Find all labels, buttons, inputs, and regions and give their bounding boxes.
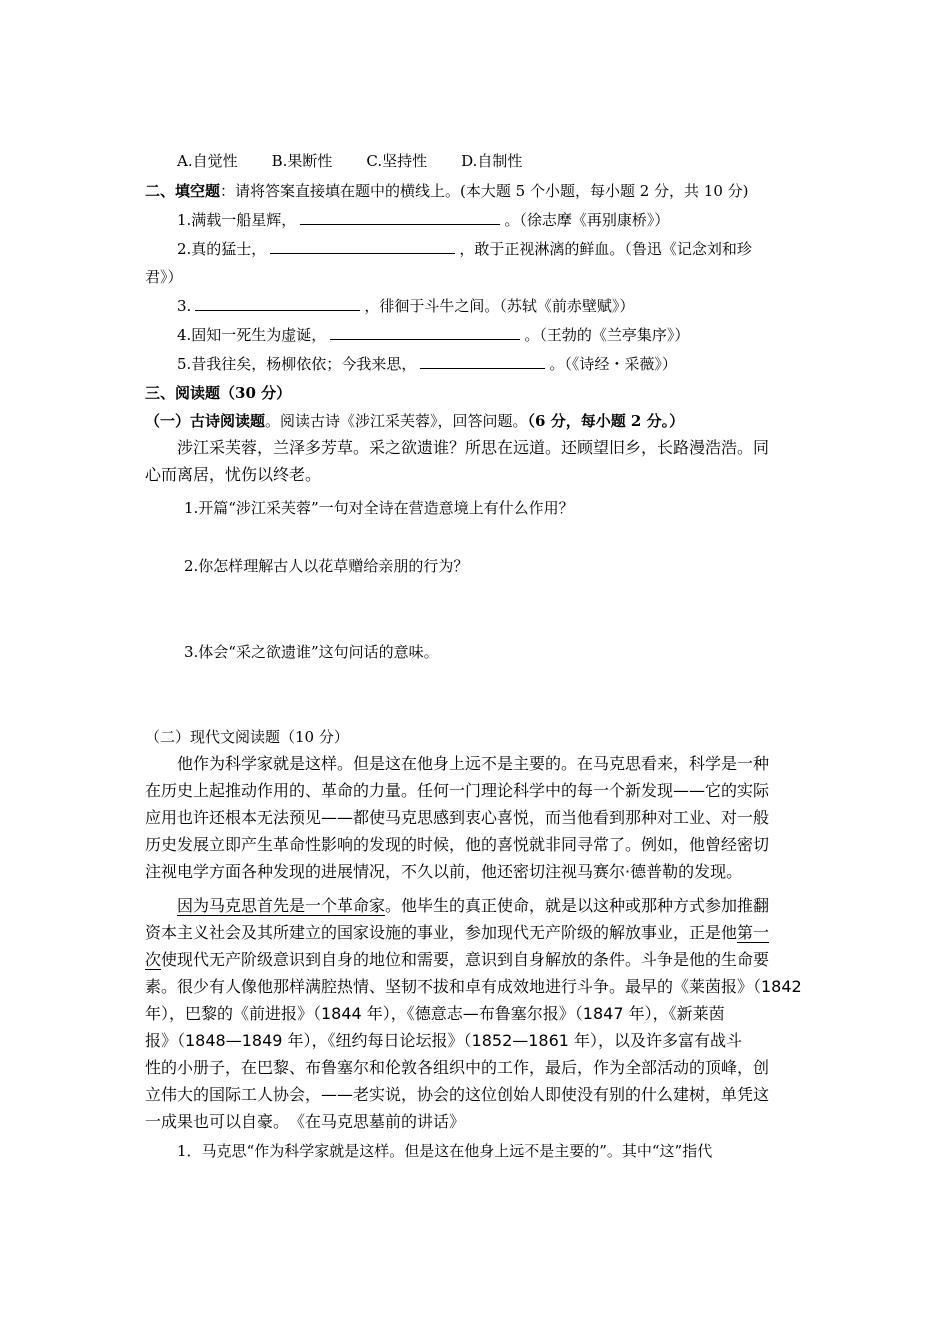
fill-q2 <box>177 239 752 259</box>
passage-p2-line <box>145 922 769 944</box>
section2-heading-line <box>145 181 749 201</box>
poem-line-1: 涉江采芙蓉，兰泽多芳草。采之欲遗谁？所思在远道。还顾望旧乡，长路漫浩浩。同 <box>177 438 770 457</box>
fill-q2-blank[interactable] <box>270 239 455 254</box>
fill-q2-suffix: ，敢于正视淋漓的鲜血。（鲁迅《记念刘和珍 <box>459 240 752 258</box>
option-b: B.果断性 <box>271 152 333 170</box>
poem-question-1: 1.开篇“涉江采芙蓉”一句对全诗在营造意境上有什么作用？ <box>184 499 574 517</box>
passage-p2-line: 一成果也可以自豪。 《在马克思墓前的讲话》 <box>145 1112 466 1131</box>
part1-heading-bold: （一）古诗阅读题 <box>145 412 266 430</box>
passage-text: 。他毕生的真正使命，就是以这种或那种方式参加推翻 <box>385 896 770 915</box>
fill-q4 <box>177 325 689 345</box>
passage-p2-line <box>177 895 769 917</box>
fill-q1-suffix: 。（徐志摩《再别康桥》） <box>504 211 670 229</box>
fill-q3-blank[interactable] <box>195 296 360 311</box>
underlined-phrase: 第一 <box>737 923 770 942</box>
fill-q3-suffix: ，徘徊于斗牛之间。（苏轼《前赤壁赋》） <box>364 297 635 315</box>
passage-text: 使现代无产阶级意识到自身的地位和需要，意识到自身解放的条件。斗争是他的生命要 <box>161 950 770 969</box>
mc-options-row <box>177 151 556 171</box>
section2-heading: 二、填空题 <box>145 182 221 200</box>
passage-p1-line: 应用也许还根本无法预见——都使马克思感到衷心喜悦，而当他看到那种对工业、对一般 <box>145 808 770 827</box>
section2-instruction: ：请将答案直接填在题中的横线上。(本大题 5 个小题，每小题 2 分，共 10 分) <box>220 182 749 200</box>
passage-p2-line: 性的小册子，在巴黎、布鲁塞尔和伦敦各组织中的工作，最后，作为全部活动的顶峰，创 <box>145 1058 770 1077</box>
passage-p1-line: 注视电学方面各种发现的进展情况，不久以前，他还密切注视马赛尔·德普勒的发现。 <box>145 862 743 881</box>
fill-q1-prefix: 1.满载一船星辉， <box>177 211 297 229</box>
poem-question-3: 3.体会“采之欲遗谁”这句问话的意味。 <box>184 643 439 661</box>
option-d: D.自制性 <box>461 152 523 170</box>
fill-q1-blank[interactable] <box>300 210 500 225</box>
option-c: C.坚持性 <box>366 152 428 170</box>
passage-text: 资本主义社会及其所建立的国家设施的事业，参加现代无产阶级的解放事业，正是他 <box>145 923 738 942</box>
passage-p1-line: 在历史上起推动作用的、革命的力量。任何一门理论科学中的每一个新发现——它的实际 <box>145 781 770 800</box>
fill-q5-prefix: 5.昔我往矣，杨柳依依；今我来思， <box>177 355 417 373</box>
poem-question-2: 2.你怎样理解古人以花草赠给亲朋的行为？ <box>184 557 469 575</box>
passage-p2-line: 素。很少有人像他那样满腔热情、坚韧不拔和卓有成效地进行斗争。最早的《莱茵报》（1842 <box>145 977 802 996</box>
section3-heading: 三、阅读题（30 分） <box>145 384 292 402</box>
fill-q4-blank[interactable] <box>330 325 520 340</box>
poem-line-2: 心而离居，忧伤以终老。 <box>145 465 322 484</box>
part2-heading: （二）现代文阅读题（10 分） <box>145 728 349 746</box>
part1-heading-rest: 。阅读古诗《涉江采芙蓉》，回答问题。 <box>265 412 528 430</box>
passage-p2-line: 报》（1848—1849 年），《纽约每日论坛报》（1852—1861 年），以及许多富有战斗 <box>145 1031 743 1050</box>
fill-q2-cont: 君》） <box>145 268 183 286</box>
fill-q5-blank[interactable] <box>420 354 545 369</box>
underlined-phrase: 次 <box>145 950 162 969</box>
passage-p1-line: 历史发展立即产生革命性影响的发现的时候，他的喜悦就非同寻常了。例如，他曾经密切 <box>145 835 770 854</box>
fill-q2-prefix: 2.真的猛士， <box>177 240 267 258</box>
part1-heading-score: （6 分，每小题 2 分。） <box>527 412 685 430</box>
passage-p2-line: 年），巴黎的《前进报》（1844 年），《德意志—布鲁塞尔报》（1847 年），《新莱茵 <box>145 1004 725 1023</box>
passage-question-1: 1．马克思“作为科学家就是这样。但是这在他身上远不是主要的”。其中“这”指代 <box>177 1142 713 1160</box>
part1-heading <box>145 411 684 431</box>
fill-q4-prefix: 4.固知一死生为虚诞， <box>177 326 327 344</box>
fill-q1 <box>177 210 669 230</box>
passage-p1-line: 他作为科学家就是这样。但是这在他身上远不是主要的。在马克思看来，科学是一种 <box>177 754 770 773</box>
option-a: A.自觉性 <box>177 152 238 170</box>
underlined-phrase: 因为马克思首先是一个革命家 <box>177 896 386 915</box>
fill-q5 <box>177 354 677 374</box>
fill-q3 <box>177 296 634 316</box>
fill-q4-suffix: 。（王勃的《兰亭集序》） <box>524 326 690 344</box>
passage-p2-line: 立伟大的国际工人协会，——老实说，协会的这位创始人即使没有别的什么建树，单凭这 <box>145 1085 770 1104</box>
fill-q5-suffix: 。（《诗经・采薇》） <box>549 355 677 373</box>
fill-q3-prefix: 3. <box>177 297 192 315</box>
passage-p2-line <box>145 949 769 971</box>
